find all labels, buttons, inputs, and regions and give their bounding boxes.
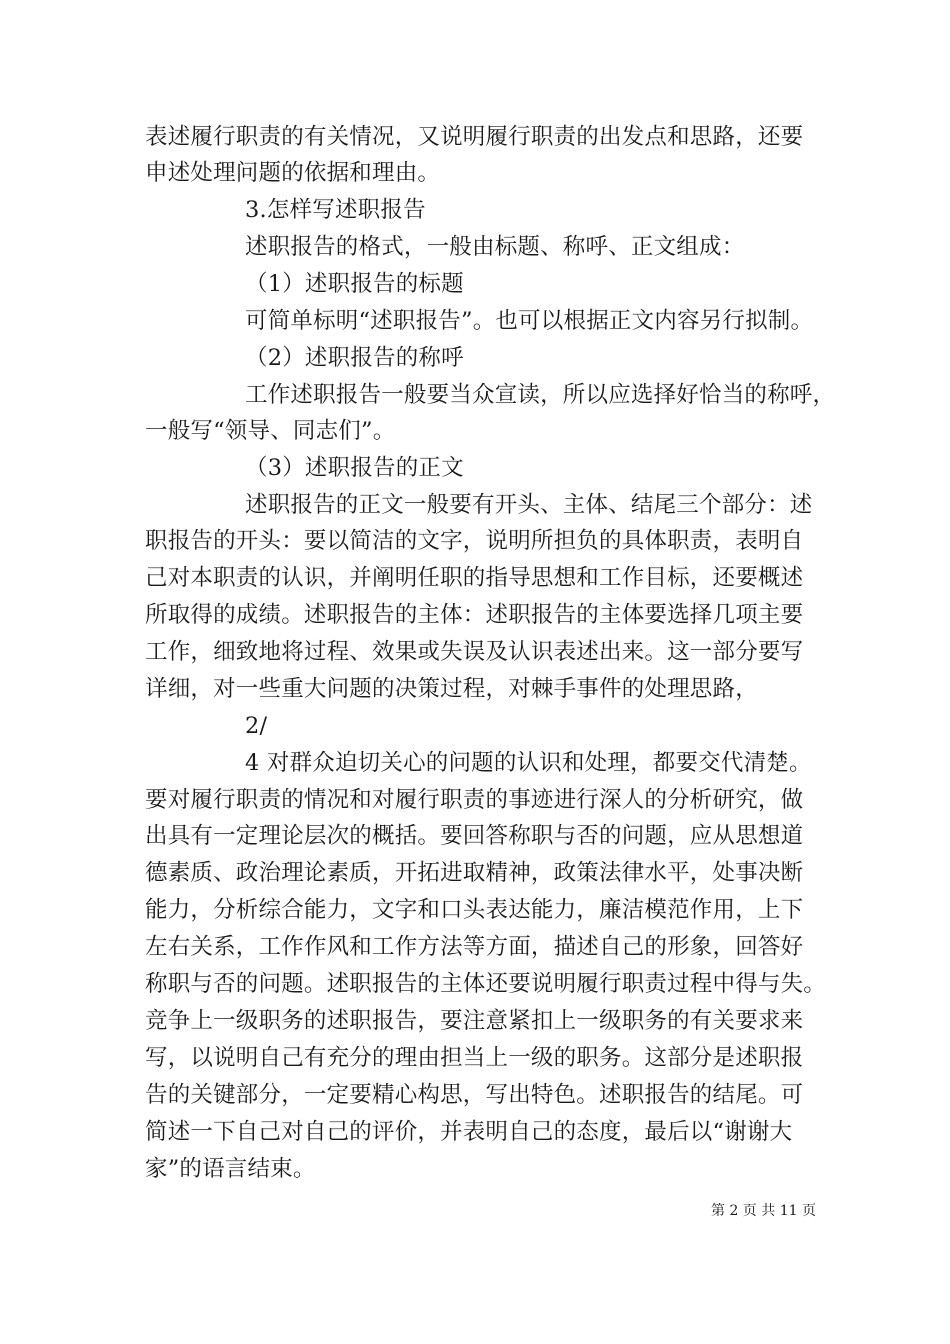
body-line: 简述一下自己对自己的评价，并表明自己的态度，最后以“谢谢大 (145, 1119, 793, 1145)
page-number-footer: 第 2 页 共 11 页 (711, 1203, 816, 1219)
body-line: 职报告的开头：要以简洁的文字，说明所担负的具体职责，表明自 (145, 528, 804, 554)
body-line: 工作，细致地将过程、效果或失误及认识表述出来。这一部分要写 (145, 639, 804, 665)
body-line: 申述处理问题的依据和理由。 (145, 160, 441, 186)
body-line: 告的关键部分，一定要精心构思，写出特色。述职报告的结尾。可 (145, 1082, 804, 1108)
body-line: 德素质、政治理论素质，开拓进取精神，政策法律水平，处事决断 (145, 860, 804, 886)
body-line: 写，以说明自己有充分的理由担当上一级的职务。这部分是述职报 (145, 1045, 804, 1071)
body-line: 左右关系，工作作风和工作方法等方面，描述自己的形象，回答好 (145, 934, 804, 960)
body-line: 详细，对一些重大问题的决策过程，对棘手事件的处理思路， (145, 676, 758, 702)
body-line: 一般写“领导、同志们”。 (145, 418, 396, 444)
body-line: 工作述职报告一般要当众宣读，所以应选择好恰当的称呼， (245, 382, 836, 408)
body-line: 述职报告的正文一般要有开头、主体、结尾三个部分：述 (245, 492, 813, 518)
body-line: 所取得的成绩。述职报告的主体：述职报告的主体要选择几项主要 (145, 602, 804, 628)
subsection-heading: （1）述职报告的标题 (245, 271, 464, 297)
body-line: 4 对群众迫切关心的问题的认识和处理，都要交代清楚。 (245, 750, 812, 776)
subsection-heading: （3）述职报告的正文 (245, 455, 464, 481)
body-line: 竞争上一级职务的述职报告，要注意紧扣上一级职务的有关要求来 (145, 1008, 804, 1034)
body-line: 要对履行职责的情况和对履行职责的事迹进行深人的分析研究，做 (145, 787, 804, 813)
page-break-marker: 2/ (245, 713, 268, 739)
body-line: 出具有一定理论层次的概括。要回答称职与否的问题，应从思想道 (145, 823, 804, 849)
body-line: 己对本职责的认识，并阐明任职的指导思想和工作目标，还要概述 (145, 565, 804, 591)
body-line: 能力，分析综合能力，文字和口头表达能力，廉洁模范作用，上下 (145, 897, 804, 923)
body-line: 家”的语言结束。 (145, 1156, 316, 1182)
subsection-heading: （2）述职报告的称呼 (245, 345, 464, 371)
body-line: 述职报告的格式，一般由标题、称呼、正文组成： (245, 234, 745, 260)
section-heading: 3.怎样写述职报告 (245, 197, 426, 223)
body-line: 称职与否的问题。述职报告的主体还要说明履行职责过程中得与失。 (145, 971, 827, 997)
body-line: 可简单标明“述职报告”。也可以根据正文内容另行拟制。 (245, 308, 814, 334)
body-line: 表述履行职责的有关情况，又说明履行职责的出发点和思路，还要 (145, 124, 804, 150)
